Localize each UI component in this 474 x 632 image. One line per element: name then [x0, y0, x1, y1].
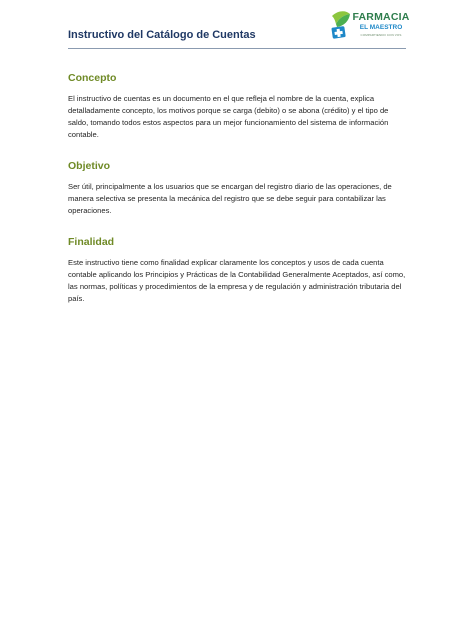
section-finalidad — [68, 236, 410, 305]
document-body — [68, 72, 410, 324]
pharmacy-logo — [328, 10, 412, 44]
section-heading: Finalidad — [68, 236, 115, 248]
section-concepto — [68, 72, 410, 141]
logo-tagline: COMPARTIENDO CON VOS — [360, 33, 402, 37]
logo-subname: EL MAESTRO — [359, 23, 403, 31]
section-heading: Objetivo — [68, 160, 111, 172]
section-paragraph: El instructivo de cuentas es un documento en el que refleja el nombre de la cuenta, explica detalladamente concepto, los motivos porque se carga (debito) o se abona (crédito) y el tipo de saldo, tomando todos estos aspectos para un mejor funcionamiento del sistema de información contable. — [68, 94, 389, 139]
section-heading: Concepto — [68, 72, 117, 84]
section-paragraph: Este instructivo tiene como finalidad explicar claramente los conceptos y usos de cada cuenta contable aplicando los Principios y Prácticas de la Contabilidad Generalmente Aceptados, así como, las normas, políticas y procedimientos de la empresa y de regulación y administración tributaria del país. — [68, 258, 406, 303]
page-header — [68, 11, 410, 49]
logo-name: FARMACIA — [352, 11, 410, 23]
section-objetivo — [68, 160, 410, 217]
document-title: Instructivo del Catálogo de Cuentas — [68, 29, 256, 41]
section-paragraph: Ser útil, principalmente a los usuarios que se encargan del registro diario de las operaciones, de manera selectiva se presenta la mecánica del registro que se debe seguir para contabilizar las operaciones. — [68, 182, 392, 215]
